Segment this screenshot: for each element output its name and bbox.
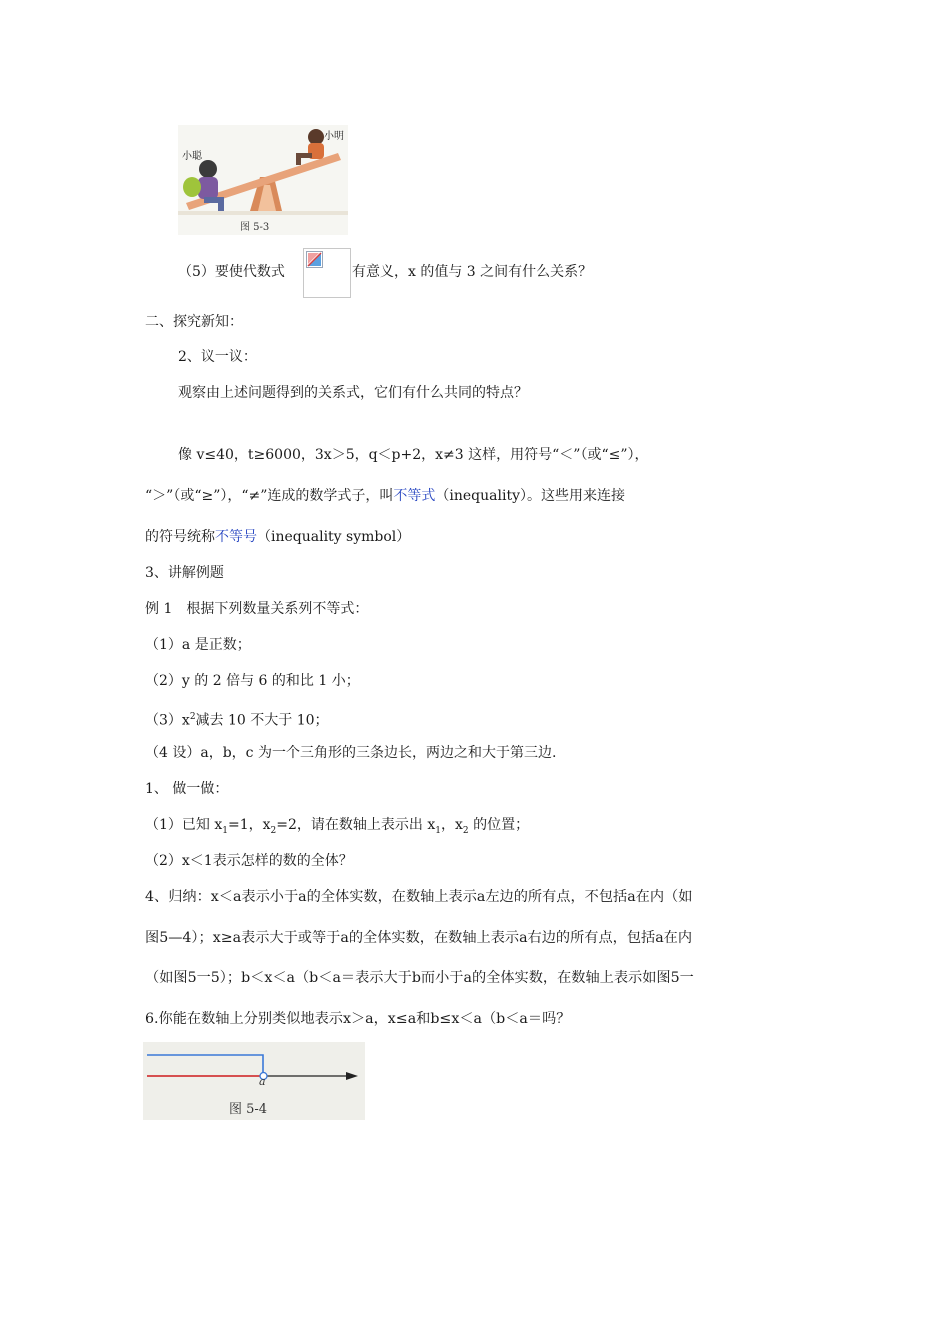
doit-text: （1）已知 x (145, 817, 223, 833)
example-item-2: （2）y 的 2 倍与 6 的和比 1 小； (145, 673, 360, 689)
definition-line-3 (145, 527, 410, 547)
doit-item-2: （2）x＜1表示怎样的数的全体？ (145, 853, 353, 869)
name-right: 小明 (324, 131, 344, 142)
figure-caption: 图 5-3 (240, 222, 270, 233)
summary-line-1: 4、归纳：x＜a表示小于a的全体实数，在数轴上表示a左边的所有点，不包括a在内（如 (145, 889, 693, 905)
point-a-label: a (259, 1075, 266, 1088)
definition-text: （inequality symbol） (257, 529, 411, 545)
summary-line-3: （如图5一5）；b＜x＜a（b＜a＝表示大于b而小于a的全体实数，在数轴上表示如图5一 (145, 970, 694, 986)
subscript: 1 (435, 825, 441, 836)
definition-line-1: 像 v≤40，t≥6000，3x＞5，q＜p+2，x≠3 这样，用符号“＜”（或“≤”）， (178, 447, 649, 463)
section-2-heading: 二、探究新知： (145, 314, 243, 330)
subscript: 2 (270, 825, 277, 836)
definition-text: （inequality）。这些用来连接 (435, 488, 626, 504)
question-5-before: （5）要使代数式 (178, 264, 285, 280)
section-3-heading: 3、讲解例题 (145, 565, 224, 581)
discuss-question: 观察由上述问题得到的关系式，它们有什么共同的特点？ (178, 385, 528, 401)
example-title: 例 1 根据下列数量关系列不等式： (145, 601, 369, 617)
definition-text: “＞”（或“≥”），“≠”连成的数学式子，叫 (145, 488, 394, 504)
doit-text: 的位置； (468, 817, 530, 833)
number-line-figure (143, 1042, 365, 1120)
doit-text: =1，x (228, 817, 271, 833)
doit-heading: 1、 做一做： (145, 781, 229, 797)
term-inequality: 不等式 (393, 488, 436, 504)
summary-line-4: 6.你能在数轴上分别类似地表示x＞a，x≤a和b≤x＜a（b＜a＝吗？ (145, 1011, 571, 1027)
formula-image-placeholder (303, 248, 351, 298)
example-text: 减去 10 不大于 10； (195, 712, 329, 729)
example-text: （3）x (145, 712, 190, 729)
term-inequality-symbol: 不等号 (215, 529, 257, 545)
subscript: 2 (462, 825, 469, 836)
name-left: 小聪 (182, 151, 202, 162)
subscript: 1 (222, 825, 228, 836)
doit-item-1 (145, 815, 529, 841)
seesaw-figure (178, 125, 348, 235)
doit-text: =2，请在数轴上表示出 x (276, 817, 436, 833)
definition-text: 的符号统称 (145, 529, 215, 545)
question-5-after: 有意义，x 的值与 3 之间有什么关系？ (352, 264, 593, 280)
doit-text: ，x (441, 817, 463, 833)
example-item-1: （1）a 是正数； (145, 637, 251, 653)
example-item-3 (145, 707, 329, 731)
discuss-heading: 2、议一议： (178, 349, 257, 365)
example-item-4: （4 设）a，b，c 为一个三角形的三条边长，两边之和大于第三边. (145, 745, 557, 761)
figure-caption: 图 5-4 (229, 1102, 268, 1117)
superscript: 2 (189, 712, 196, 722)
broken-image-icon (306, 251, 324, 269)
definition-line-2 (145, 486, 625, 506)
summary-line-2: 图5—4）；x≥a表示大于或等于a的全体实数，在数轴上表示a右边的所有点，包括a在内 (145, 930, 693, 946)
